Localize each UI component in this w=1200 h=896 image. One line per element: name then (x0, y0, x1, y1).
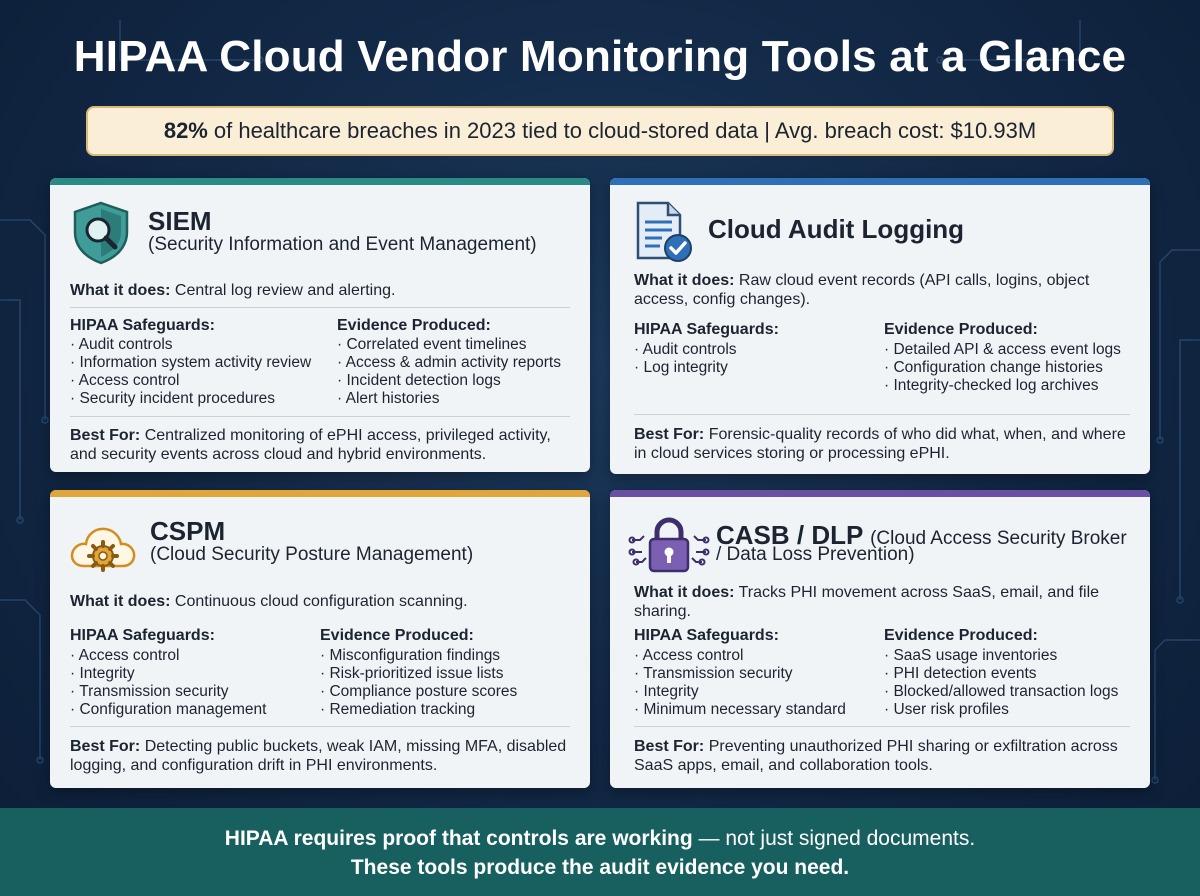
evidence-heading: Evidence Produced: (884, 321, 1038, 338)
list-item: · Security incident procedures (70, 390, 311, 408)
stat-banner (86, 106, 1114, 156)
divider (70, 416, 570, 417)
list-item: · User risk profiles (884, 701, 1118, 719)
evidence-list (320, 647, 517, 719)
card-accent-bar (610, 178, 1150, 185)
what-it-does (634, 271, 1114, 309)
what-it-does (70, 281, 570, 300)
footer-line-2-text: These tools produce the audit evidence you need. (350, 856, 850, 879)
list-item: · Access control (70, 647, 266, 665)
list-item: · Integrity (70, 665, 266, 683)
shield-magnifier-icon (70, 200, 132, 266)
best-text: Centralized monitoring of ePHI access, privileged activity, and security events across cloud and hybrid environments. (70, 427, 551, 463)
safeguards-heading: HIPAA Safeguards: (70, 317, 215, 334)
document-check-icon (632, 200, 694, 264)
list-item: · Configuration management (70, 701, 266, 719)
list-item: · Log integrity (634, 359, 737, 377)
best-label: Best For: (634, 426, 705, 443)
list-item: · Risk-prioritized issue lists (320, 665, 517, 683)
page-title: HIPAA Cloud Vendor Monitoring Tools at a Glance (73, 32, 1127, 81)
list-item: · Blocked/allowed transaction logs (884, 683, 1118, 701)
what-label: What it does: (70, 593, 171, 610)
safeguards-heading: HIPAA Safeguards: (70, 627, 215, 644)
list-item: · Detailed API & access event logs (884, 341, 1121, 359)
card-title: SIEM (148, 206, 212, 236)
evidence-list (884, 341, 1121, 395)
footer-bold: HIPAA requires proof that controls are working (224, 827, 693, 850)
best-text: Preventing unauthorized PHI sharing or exfiltration across SaaS apps, email, and collaboration tools. (634, 738, 1118, 774)
card-title-name: CASB / DLP (716, 520, 863, 550)
best-for (70, 426, 580, 464)
what-text: Central log review and alerting. (174, 282, 396, 299)
best-label: Best For: (634, 738, 705, 755)
card-accent-bar (50, 178, 590, 185)
stat-text: of healthcare breaches in 2023 tied to cloud-stored data | Avg. breach cost: $10.93M (213, 118, 1037, 143)
card-subtitle: (Cloud Security Posture Management) (150, 544, 474, 565)
footer-line-2 (0, 853, 1200, 882)
list-item: · SaaS usage inventories (884, 647, 1118, 665)
list-item: · Audit controls (634, 341, 737, 359)
list-item: · Access control (70, 372, 311, 390)
card-cloud-audit-logging (610, 178, 1150, 474)
stat-highlight: 82% (163, 118, 208, 143)
card-title: CSPM (150, 516, 226, 546)
safeguards-list (634, 341, 737, 377)
safeguards-list (70, 336, 311, 408)
what-label: What it does: (634, 272, 735, 289)
card-casb-dlp (610, 490, 1150, 788)
card-subtitle: (Cloud Access Security Broker (870, 528, 1127, 549)
what-text: Tracks PHI movement across SaaS, email, and file sharing. (634, 584, 1100, 620)
cloud-gear-icon (68, 520, 138, 576)
what-label: What it does: (70, 282, 171, 299)
what-label: What it does: (634, 584, 735, 601)
best-text: Detecting public buckets, weak IAM, missing MFA, disabled logging, and configuration drift in PHI environments. (70, 738, 567, 774)
evidence-heading: Evidence Produced: (337, 317, 491, 334)
divider (634, 414, 1130, 415)
padlock-network-icon (628, 516, 710, 576)
list-item: · Access control (634, 647, 846, 665)
best-for (634, 425, 1134, 463)
list-item: · Integrity-checked log archives (884, 377, 1121, 395)
best-label: Best For: (70, 427, 141, 444)
footer-banner (0, 808, 1200, 896)
safeguards-list (634, 647, 846, 719)
evidence-list (884, 647, 1118, 719)
footer-rest: — not just signed documents. (692, 827, 976, 850)
list-item: · Information system activity review (70, 354, 311, 372)
list-item: · Alert histories (337, 390, 561, 408)
evidence-heading: Evidence Produced: (320, 627, 474, 644)
list-item: · Access & admin activity reports (337, 354, 561, 372)
card-title: Cloud Audit Logging (708, 214, 965, 244)
best-text: Forensic-quality records of who did what, when, and where in cloud services storing or processing ePHI. (634, 426, 1126, 462)
list-item: · Remediation tracking (320, 701, 517, 719)
list-item: · Correlated event timelines (337, 336, 561, 354)
list-item: · Transmission security (70, 683, 266, 701)
card-subtitle: (Security Information and Event Management) (148, 234, 537, 255)
what-text: Raw cloud event records (API calls, logins, object access, config changes). (634, 272, 1090, 308)
what-it-does (70, 592, 570, 611)
best-label: Best For: (70, 738, 141, 755)
list-item: · Audit controls (70, 336, 311, 354)
list-item: · Misconfiguration findings (320, 647, 517, 665)
divider (70, 307, 570, 308)
evidence-list (337, 336, 561, 408)
footer-line-1 (0, 824, 1200, 853)
divider (634, 726, 1130, 727)
card-subtitle-line2: / Data Loss Prevention) (716, 544, 915, 565)
what-text: Continuous cloud configuration scanning. (174, 593, 468, 610)
list-item: · Incident detection logs (337, 372, 561, 390)
list-item: · PHI detection events (884, 665, 1118, 683)
card-siem (50, 178, 590, 472)
evidence-heading: Evidence Produced: (884, 627, 1038, 644)
safeguards-heading: HIPAA Safeguards: (634, 321, 779, 338)
safeguards-heading: HIPAA Safeguards: (634, 627, 779, 644)
list-item: · Transmission security (634, 665, 846, 683)
list-item: · Compliance posture scores (320, 683, 517, 701)
safeguards-list (70, 647, 266, 719)
list-item: · Integrity (634, 683, 846, 701)
best-for (70, 737, 570, 775)
divider (70, 726, 570, 727)
card-cspm (50, 490, 590, 788)
card-accent-bar (50, 490, 590, 497)
list-item: · Minimum necessary standard (634, 701, 846, 719)
list-item: · Configuration change histories (884, 359, 1121, 377)
best-for (634, 737, 1134, 775)
card-accent-bar (610, 490, 1150, 497)
what-it-does (634, 583, 1134, 621)
